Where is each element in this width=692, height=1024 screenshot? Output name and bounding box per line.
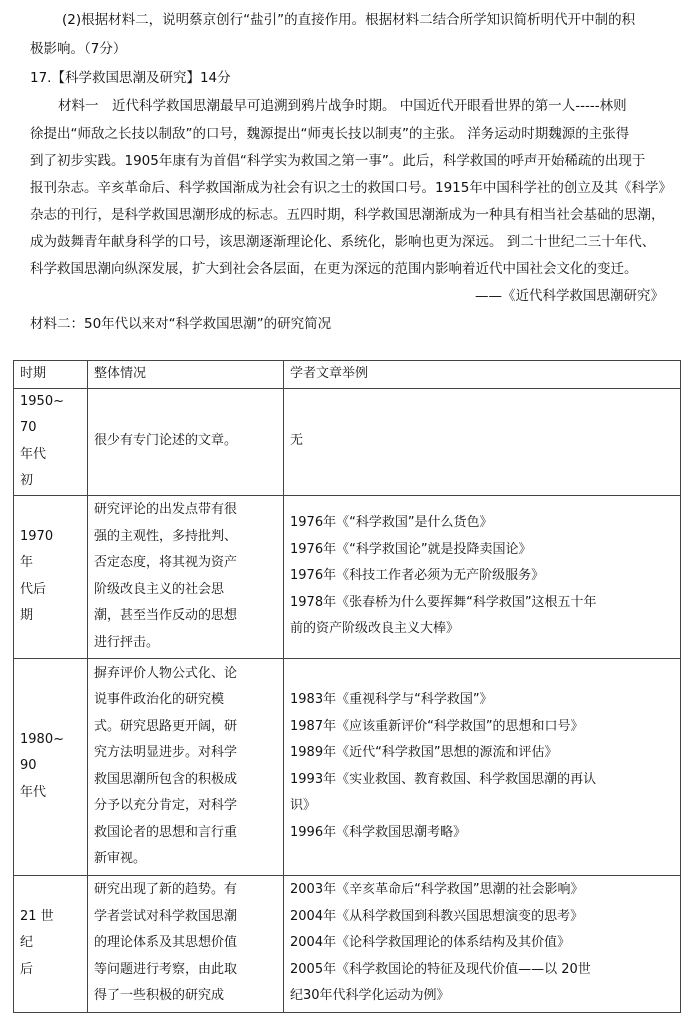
overview-cell: 研究出现了新的趋势。有 学者尝试对科学救国思潮 的理论体系及其思想价值 等问题进行考察，由此取 得了一些积极的研究成 [88,875,284,1012]
research-table [13,360,681,1013]
article-item: 2004年《从科学救国到科教兴国思想演变的思考》 [290,908,584,924]
article-item: 无 [290,433,304,449]
overview-cell: 很少有专门论述的文章。 [88,388,284,495]
article-item: 1989年《近代“科学救国”思想的源流和评估》 [290,745,558,760]
material1-line: 报刊杂志。辛亥革命后、科学救国渐成为社会有识之士的救国口号。1915年中国科学社的创立及其《科学》 [30,180,672,196]
material1-line: 到了初步实践。1905年康有为首倡“科学实为救国之第一事”。此后，科学救国的呼声开始稀疏的出现于 [30,153,646,169]
header-period: 时期 [14,361,88,389]
article-item: 1983年《重视科学与“科学救国”》 [290,692,493,707]
article-item: 1976年《“科学救国论”就是投降卖国论》 [290,541,532,557]
article-item: 1976年《科技工作者必须为无产阶级服务》 [290,568,545,584]
article-item: 1996年《科学救国思潮考略》 [290,824,467,840]
period-cell: 1980~ 90 年代 [14,658,88,875]
material2-title: 材料二：50年代以来对“科学救国思潮”的研究简况 [30,316,332,332]
period-cell: 21 世 纪 后 [14,875,88,1012]
articles-cell [284,658,681,875]
article-item: 1978年《张春桥为什么要挥舞“科学救国”这根五十年 前的资产阶级改良主义大棒》 [290,594,597,637]
period-cell: 1970 年 代后 期 [14,495,88,658]
table-header-row [14,361,681,389]
articles-cell [284,875,681,1012]
q16-2-line1: (2)根据材料二，说明蔡京创行“盐引”的直接作用。根据材料二结合所学知识简析明代开中制的积 [62,12,636,28]
table-row [14,388,681,495]
header-overview: 整体情况 [88,361,284,389]
material1-line: 材料一 近代科学救国思潮最早可追溯到鸦片战争时期。 中国近代开眼看世界的第一人-----林则 [58,98,627,114]
overview-cell: 研究评论的出发点带有很 强的主观性，多持批判、 否定态度，将其视为资产 阶级改良主义的社会思 潮，甚至当作反动的思想 进行抨击。 [88,495,284,658]
table-row [14,658,681,875]
material1-source: ——《近代科学救国思潮研究》 [475,288,664,304]
material1-line: 成为鼓舞青年献身科学的口号，该思潮逐渐理论化、系统化，影响也更为深远。 到二十世纪二三十年代、 [30,234,656,250]
article-item: 1976年《“科学救国”是什么货色》 [290,515,493,531]
article-item: 1987年《应该重新评价“科学救国”的思想和口号》 [290,718,584,734]
q16-2-line2: 极影响。（7分） [30,41,127,57]
material1-line: 科学救国思潮向纵深发展，扩大到社会各层面，在更为深远的范围内影响着近代中国社会文化的变迁。 [30,261,638,277]
table-row [14,495,681,658]
article-item: 2004年《论科学救国理论的体系结构及其价值》 [290,935,571,951]
article-item: 1993年《实业救国、教育救国、科学救国思潮的再认 识》 [290,771,597,813]
header-articles: 学者文章举例 [284,361,681,389]
material1-line: 徐提出“师敌之长技以制敌”的口号，魏源提出“师夷长技以制夷”的主张。 洋务运动时期魏源的主张得 [30,126,630,142]
q17-heading: 17.【科学救国思潮及研究】14分 [30,70,231,86]
articles-cell [284,495,681,658]
period-cell: 1950~ 70 年代 初 [14,388,88,495]
table-row [14,875,681,1012]
overview-cell: 摒弃评价人物公式化、论 说事件政治化的研究模 式。研究思路更开阔，研 究方法明显进步。对科学 救国思潮所包含的积极成 分予以充分肯定，对科学 救国论者的思想和言行重 新审视。 [88,658,284,875]
article-item: 2005年《科学救国论的特征及现代价值——以 20世 纪30年代科学化运动为例》 [290,961,591,1004]
material1-line: 杂志的刊行，是科学救国思潮形成的标志。五四时期，科学救国思潮渐成为一种具有相当社会基础的思潮， [30,207,665,223]
articles-cell [284,388,681,495]
article-item: 2003年《辛亥革命后“科学救国”思潮的社会影响》 [290,882,584,898]
